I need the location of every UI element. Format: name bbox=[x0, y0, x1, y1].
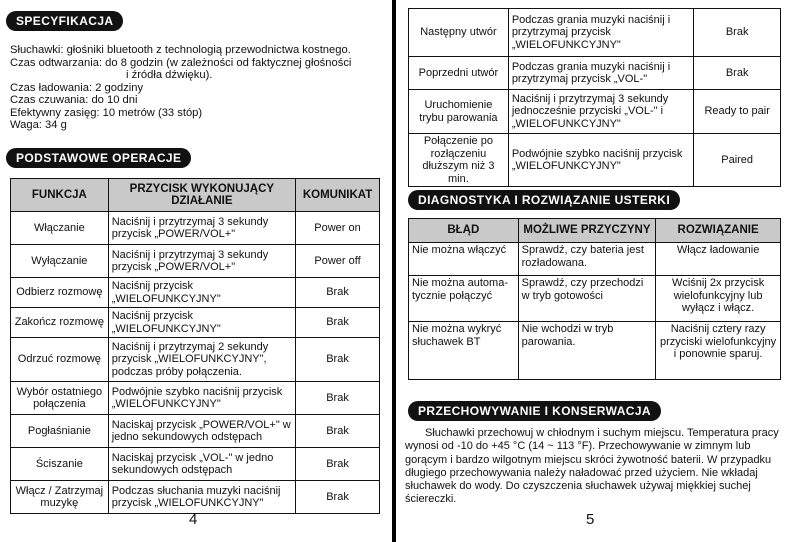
table-row bbox=[409, 57, 781, 90]
col-header-error: BŁĄD bbox=[409, 219, 519, 243]
cause-cell: Sprawdź, czy bateria jest rozładowana. bbox=[518, 243, 656, 276]
function-cell: Połączenie po rozłączeniu dłuższym niż 3 min. bbox=[409, 134, 509, 187]
action-cell: Podczas grania muzyki naciśnij i przytrzymaj przycisk „WIELOFUNKCYJNY" bbox=[508, 9, 694, 57]
spec-block bbox=[10, 44, 390, 132]
table-row bbox=[11, 448, 380, 481]
spec-line: Czas czuwania: do 10 dni bbox=[10, 94, 138, 106]
table-row bbox=[11, 308, 380, 338]
function-cell: Poprzedni utwór bbox=[409, 57, 509, 90]
table-row bbox=[409, 9, 781, 57]
col-header-message: KOMUNIKAT bbox=[296, 179, 380, 212]
message-cell: Power off bbox=[296, 245, 380, 278]
message-cell: Brak bbox=[296, 415, 380, 448]
storage-paragraph: Słuchawki przechowuj w chłodnym i suchym miejscu. Temperatura pracy wynosi od -10 do +45 °C (14 ~ 113 °F). Przechowywanie w zimnym lub gorącym i bardzo wilgotnym miejscu skróci żywotność baterii. W przypadku długiego przechowywania należy naładować przed użyciem. Nie wkładaj słuchawek do wody. Do czyszczenia słuchawek używaj miękkiej suchej ściereczki. bbox=[405, 427, 779, 506]
action-cell: Naciskaj przycisk „VOL-" w jedno sekundowych odstępach bbox=[108, 448, 295, 481]
page-number: 5 bbox=[586, 511, 595, 528]
spec-heading: SPECYFIKACJA bbox=[6, 11, 123, 31]
message-cell: Brak bbox=[296, 448, 380, 481]
table-row bbox=[11, 278, 380, 308]
ops-heading: PODSTAWOWE OPERACJE bbox=[6, 148, 191, 168]
function-cell: Pogłaśnianie bbox=[11, 415, 109, 448]
message-cell: Brak bbox=[296, 481, 380, 514]
message-cell: Paired bbox=[694, 134, 781, 187]
error-cell: Nie można włączyć bbox=[409, 243, 519, 276]
spec-line: Słuchawki: głośniki bluetooth z technologią przewodnictwa kostnego. bbox=[10, 44, 351, 56]
function-cell: Następny utwór bbox=[409, 9, 509, 57]
col-header-action: PRZYCISK WYKONUJĄCY DZIAŁANIE bbox=[108, 179, 295, 212]
message-cell: Brak bbox=[296, 338, 380, 382]
solution-cell: Wciśnij 2x przycisk wielofunkcyjny lub wyłącz i włącz. bbox=[656, 276, 781, 322]
function-cell: Wybór ostatniego połączenia bbox=[11, 382, 109, 415]
col-header-cause: MOŻLIWE PRZYCZYNY bbox=[518, 219, 656, 243]
table-row bbox=[11, 481, 380, 514]
action-cell: Podczas słuchania muzyki naciśnij przycisk „WIELOFUNKCYJNY" bbox=[108, 481, 295, 514]
action-cell: Naciśnij i przytrzymaj 2 sekundy przycisk „WIELOFUNKCYJNY", podczas próby połączenia. bbox=[108, 338, 295, 382]
action-cell: Naciśnij przycisk „WIELOFUNKCYJNY" bbox=[108, 308, 295, 338]
table-row bbox=[11, 415, 380, 448]
function-cell: Zakończ rozmowę bbox=[11, 308, 109, 338]
message-cell: Brak bbox=[694, 57, 781, 90]
function-cell: Włączanie bbox=[11, 212, 109, 245]
message-cell: Brak bbox=[296, 308, 380, 338]
spec-line: Waga: 34 g bbox=[10, 119, 67, 131]
message-cell: Brak bbox=[694, 9, 781, 57]
table-row bbox=[409, 276, 781, 322]
table-row bbox=[11, 245, 380, 278]
spec-line: i źródła dźwięku). bbox=[126, 69, 213, 81]
message-cell: Brak bbox=[296, 382, 380, 415]
error-cell: Nie można wykryć słuchawek BT bbox=[409, 322, 519, 380]
col-header-function: FUNKCJA bbox=[11, 179, 109, 212]
function-cell: Ściszanie bbox=[11, 448, 109, 481]
table-row bbox=[409, 134, 781, 187]
function-cell: Włącz / Zatrzymaj muzykę bbox=[11, 481, 109, 514]
page-number: 4 bbox=[189, 511, 198, 528]
message-cell: Brak bbox=[296, 278, 380, 308]
table-row bbox=[409, 322, 781, 380]
action-cell: Naciśnij przycisk „WIELOFUNKCYJNY" bbox=[108, 278, 295, 308]
solution-cell: Naciśnij cztery razy przyciski wielofunkcyjny i ponownie sparuj. bbox=[656, 322, 781, 380]
table-row bbox=[409, 90, 781, 134]
table-row bbox=[11, 382, 380, 415]
solution-cell: Włącz ładowanie bbox=[656, 243, 781, 276]
storage-heading: PRZECHOWYWANIE I KONSERWACJA bbox=[408, 401, 661, 421]
spec-line: Czas odtwarzania: do 8 godzin (w zależności od faktycznej głośności bbox=[10, 56, 352, 69]
function-cell: Odbierz rozmowę bbox=[11, 278, 109, 308]
ops-table-right bbox=[408, 8, 781, 187]
function-cell: Wyłączanie bbox=[11, 245, 109, 278]
action-cell: Naciśnij i przytrzymaj 3 sekundy jednocześnie przyciski „VOL-" i „WIELOFUNKCYJNY" bbox=[508, 90, 694, 134]
page-left bbox=[0, 0, 392, 542]
diag-heading: DIAGNOSTYKA I ROZWIĄZANIE USTERKI bbox=[408, 190, 680, 210]
col-header-solution: ROZWIĄZANIE bbox=[656, 219, 781, 243]
page-right bbox=[396, 0, 787, 542]
action-cell: Podwójnie szybko naciśnij przycisk „WIELOFUNKCYJNY" bbox=[108, 382, 295, 415]
spec-line: Czas ładowania: 2 godziny bbox=[10, 81, 144, 94]
action-cell: Naciśnij i przytrzymaj 3 sekundy przycisk „POWER/VOL+" bbox=[108, 245, 295, 278]
action-cell: Podczas grania muzyki naciśnij i przytrzymaj przycisk „VOL-" bbox=[508, 57, 694, 90]
cause-cell: Sprawdź, czy przechodzi w tryb gotowości bbox=[518, 276, 656, 322]
cause-cell: Nie wchodzi w tryb parowania. bbox=[518, 322, 656, 380]
ops-table-left bbox=[10, 178, 380, 514]
action-cell: Naciśnij i przytrzymaj 3 sekundy przycisk „POWER/VOL+" bbox=[108, 212, 295, 245]
action-cell: Naciskaj przycisk „POWER/VOL+" w jedno sekundowych odstępach bbox=[108, 415, 295, 448]
action-cell: Podwójnie szybko naciśnij przycisk „WIELOFUNKCYJNY" bbox=[508, 134, 694, 187]
table-row bbox=[409, 243, 781, 276]
message-cell: Ready to pair bbox=[694, 90, 781, 134]
function-cell: Odrzuć rozmowę bbox=[11, 338, 109, 382]
table-row bbox=[11, 212, 380, 245]
table-row bbox=[11, 338, 380, 382]
function-cell: Uruchomienie trybu parowania bbox=[409, 90, 509, 134]
diag-table bbox=[408, 218, 781, 380]
error-cell: Nie można automa-tycznie połączyć bbox=[409, 276, 519, 322]
spec-line: Efektywny zasięg: 10 metrów (33 stóp) bbox=[10, 106, 203, 119]
message-cell: Power on bbox=[296, 212, 380, 245]
